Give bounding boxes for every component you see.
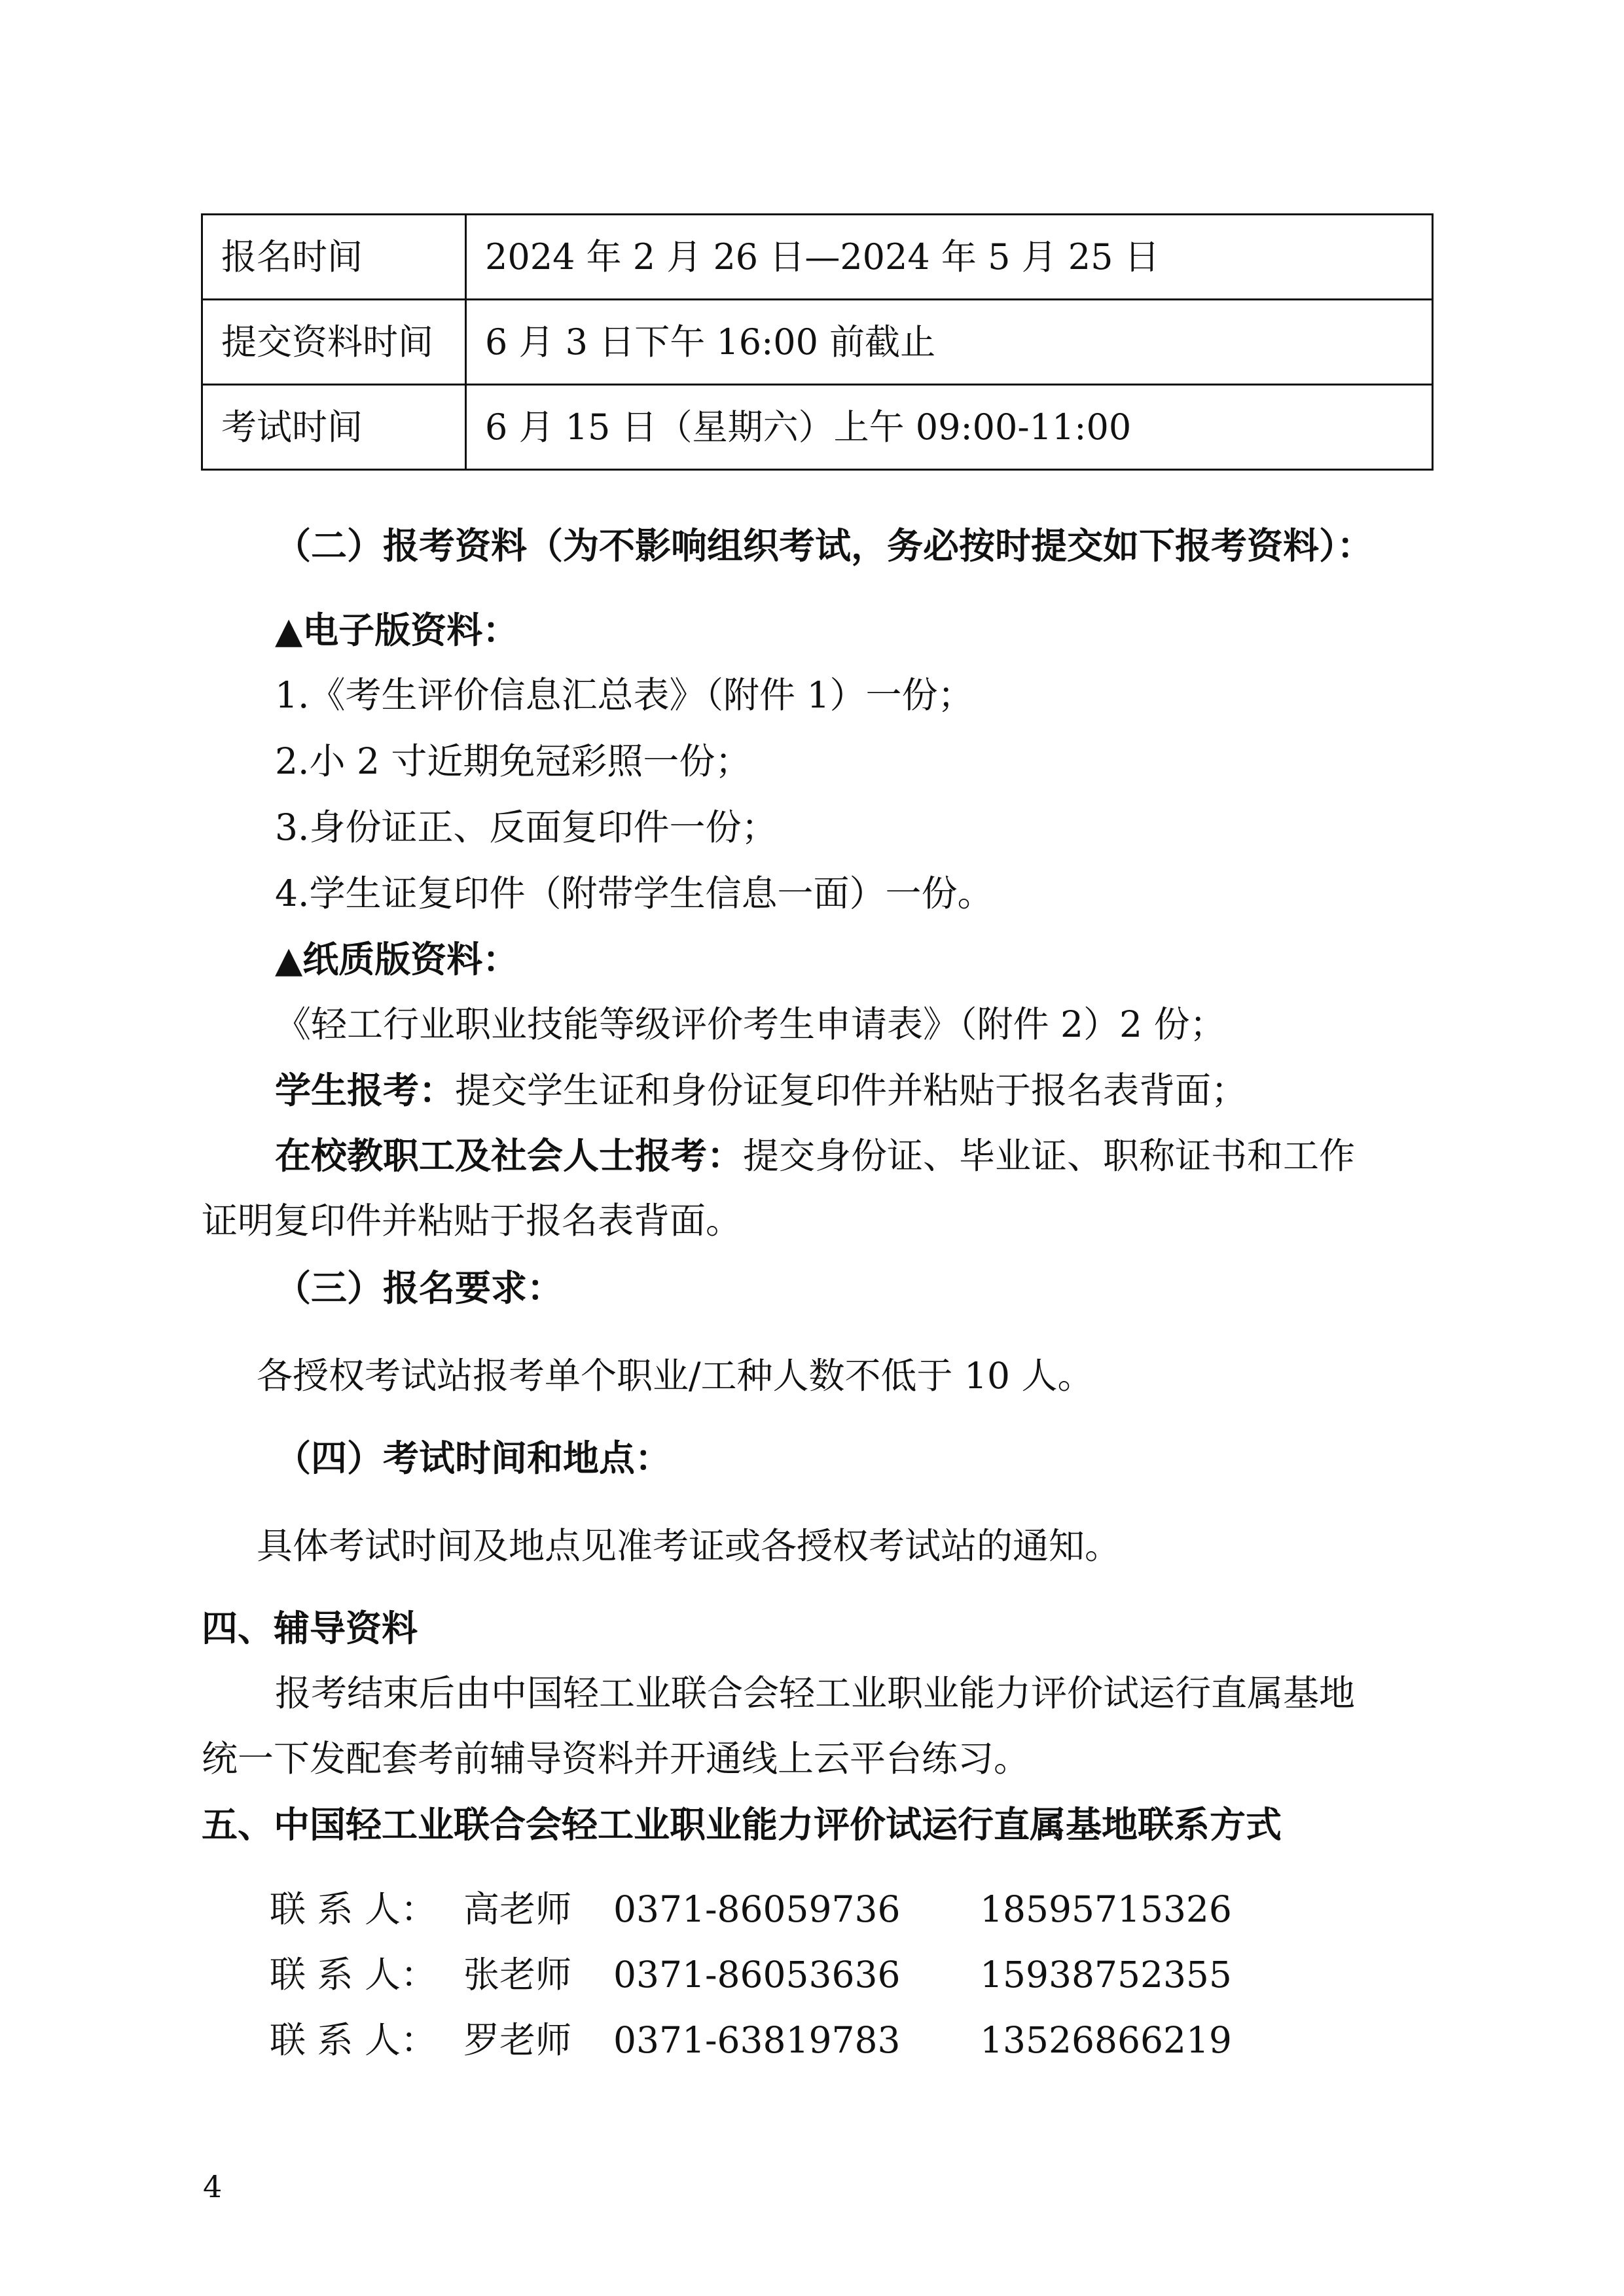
contact-mobile: 15938752355 — [980, 1954, 1232, 1996]
contact-label: 联 系 人： — [270, 1954, 437, 1996]
table-row — [202, 385, 1433, 470]
contact-label: 联 系 人： — [270, 1888, 437, 1930]
paper-heading: ▲纸质版资料： — [275, 938, 519, 980]
contact-name: 张老师 — [463, 1954, 572, 1996]
table-row — [202, 300, 1433, 385]
paper-item: 《轻工行业职业技能等级评价考生申请表》（附件 2）2 份； — [275, 1003, 1226, 1045]
contact-label: 联 系 人： — [270, 2019, 437, 2061]
contact-phone: 0371-63819783 — [613, 2019, 901, 2061]
staff-label: 在校教职工及社会人士报考： — [275, 1134, 744, 1177]
materials-heading: （二）报考资料（为不影响组织考试，务必按时提交如下报考资料）： — [275, 524, 1373, 567]
table-row — [202, 215, 1433, 300]
requirements-text: 各授权考试站报考单个职业/工种人数不低于 10 人。 — [257, 1355, 1094, 1397]
exam-place-text: 具体考试时间及地点见准考证或各授权考试站的通知。 — [257, 1525, 1121, 1567]
schedule-table — [201, 213, 1434, 471]
electronic-item: 2.小 2 寸近期免冠彩照一份； — [275, 740, 751, 782]
contact-phone: 0371-86053636 — [613, 1954, 901, 1996]
staff-requirement — [275, 1134, 1356, 1177]
schedule-label: 考试时间 — [202, 385, 466, 470]
contact-phone: 0371-86059736 — [613, 1888, 901, 1930]
student-label: 学生报考： — [275, 1069, 456, 1111]
contact-name: 罗老师 — [463, 2019, 572, 2061]
exam-place-heading: （四）考试时间和地点： — [275, 1437, 672, 1479]
guidance-text-continued: 统一下发配套考前辅导资料并开通线上云平台练习。 — [202, 1738, 1030, 1780]
schedule-value: 2024 年 2 月 26 日—2024 年 5 月 25 日 — [466, 215, 1433, 300]
contact-name: 高老师 — [463, 1888, 572, 1930]
contact-mobile: 13526866219 — [980, 2019, 1232, 2061]
student-text: 提交学生证和身份证复印件并粘贴于报名表背面； — [455, 1069, 1248, 1111]
schedule-label: 报名时间 — [202, 215, 466, 300]
schedule-value: 6 月 15 日（星期六）上午 09:00-11:00 — [466, 385, 1433, 470]
guidance-text: 报考结束后由中国轻工业联合会轻工业职业能力评价试运行直属基地 — [275, 1672, 1356, 1714]
requirements-heading: （三）报名要求： — [275, 1266, 564, 1309]
schedule-label: 提交资料时间 — [202, 300, 466, 385]
schedule-value: 6 月 3 日下午 16:00 前截止 — [466, 300, 1433, 385]
contact-heading: 五、中国轻工业联合会轻工业职业能力评价试运行直属基地联系方式 — [202, 1803, 1282, 1846]
contact-mobile: 18595715326 — [980, 1888, 1232, 1930]
electronic-heading: ▲电子版资料： — [275, 609, 519, 651]
staff-text: 提交身份证、毕业证、职称证书和工作 — [743, 1135, 1356, 1177]
electronic-item: 4.学生证复印件（附带学生信息一面）一份。 — [275, 872, 994, 914]
staff-text-continued: 证明复印件并粘贴于报名表背面。 — [202, 1200, 742, 1242]
page-number: 4 — [203, 2169, 223, 2204]
student-requirement — [275, 1069, 1248, 1111]
electronic-item: 1.《考生评价信息汇总表》（附件 1）一份； — [275, 674, 974, 716]
guidance-heading: 四、辅导资料 — [202, 1607, 418, 1649]
electronic-item: 3.身份证正、反面复印件一份； — [275, 806, 778, 848]
